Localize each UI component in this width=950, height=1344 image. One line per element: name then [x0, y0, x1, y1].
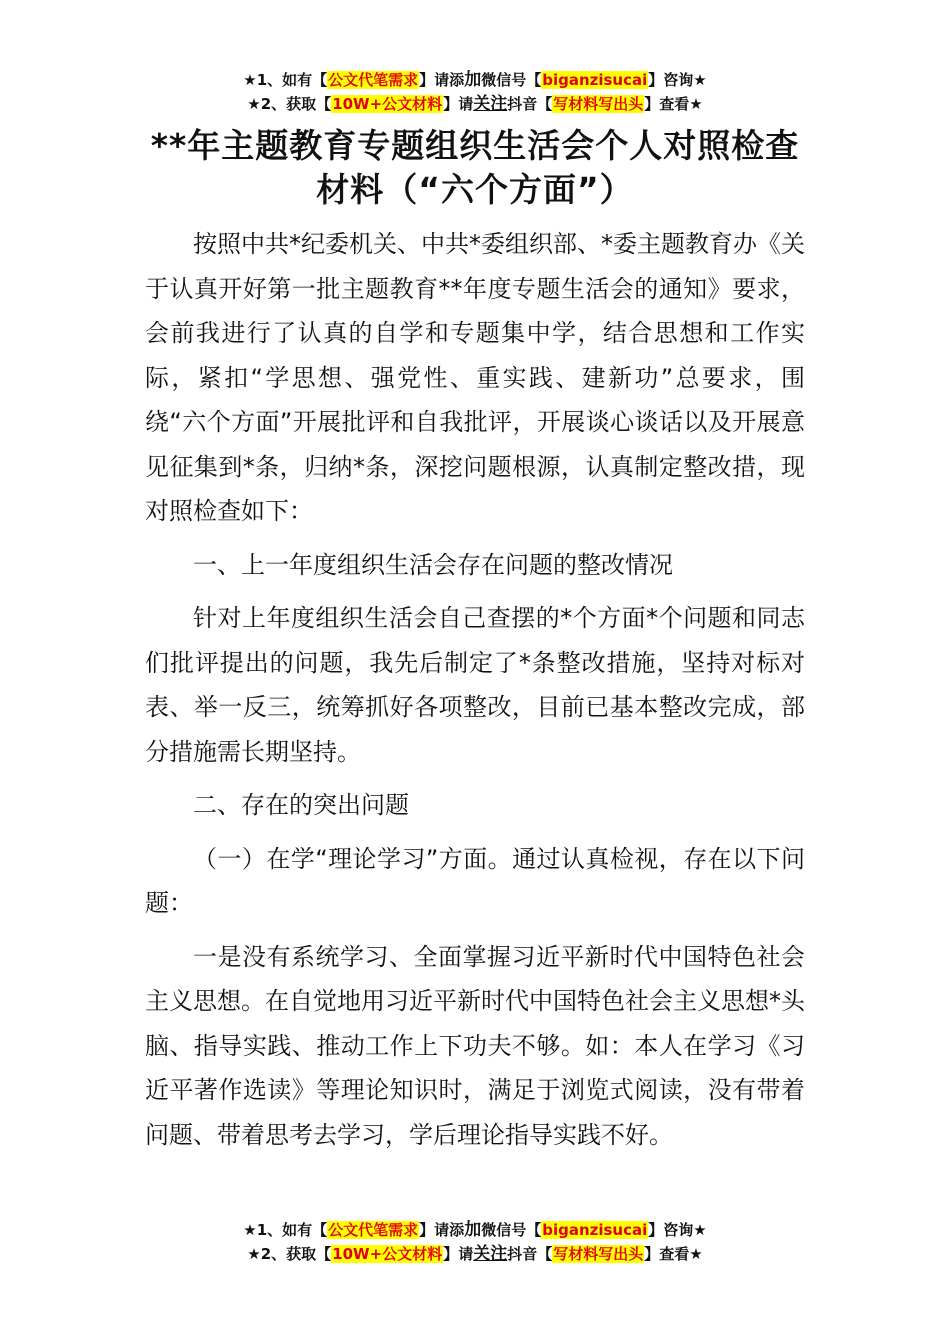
promo-highlight: 公文代笔需求 — [328, 71, 419, 89]
section-heading-1: 一、上一年度组织生活会存在问题的整改情况 — [193, 550, 673, 579]
promo-text: 】查看★ — [644, 95, 703, 113]
promo-text: 】咨询★ — [648, 71, 707, 89]
rectification-paragraph: 针对上年度组织生活会自己查摆的*个方面*个问题和同志们批评提出的问题，我先后制定了*条整改措施，坚持对标对表、举一反三，统筹抓好各项整改，目前已基本整改完成，部分措施需长期坚持。 — [145, 604, 805, 766]
promo-line-1 — [0, 68, 950, 92]
promo-text: 】查看★ — [644, 1245, 703, 1263]
title-line-2: 材料（“六个方面”） — [316, 170, 634, 209]
promo-wechat-id: biganzisucai — [542, 1221, 648, 1239]
promo-text: 】请 — [443, 95, 474, 113]
promo-emphasis: 关注 — [473, 94, 508, 114]
promo-emphasis: 加 — [464, 1220, 482, 1240]
promo-text: ★2、获取【 — [247, 95, 332, 113]
promo-emphasis: 加 — [464, 70, 482, 90]
promo-douyin-id: 写材料写出头 — [553, 95, 644, 113]
promo-text: 】请 — [443, 1245, 474, 1263]
promo-line-1 — [0, 1218, 950, 1242]
promo-text: 】请添 — [419, 1221, 465, 1239]
promo-text: ★1、如有【 — [243, 1221, 328, 1239]
promo-douyin-id: 写材料写出头 — [553, 1245, 644, 1263]
promo-line-2 — [0, 92, 950, 116]
promo-text: 微信号【 — [481, 71, 542, 89]
subsection-heading-1: （一）在学“理论学习”方面。通过认真检视，存在以下问题： — [145, 844, 805, 917]
promo-banner-bottom — [0, 1218, 950, 1266]
promo-text: 】请添 — [419, 71, 465, 89]
promo-line-2 — [0, 1242, 950, 1266]
promo-highlight: 10W+公文材料 — [332, 95, 443, 113]
promo-banner-top — [0, 68, 950, 116]
section-heading-2: 二、存在的突出问题 — [193, 791, 409, 819]
intro-paragraph: 按照中共*纪委机关、中共*委组织部、*委主题教育办《关于认真开好第一批主题教育**年度专题生活会的通知》要求，会前我进行了认真的自学和专题集中学，结合思想和工作实际，紧扣“学思想、强党性、重实践、建新功”总要求，围绕“六个方面”开展批评和自我批评，开展谈心谈话以及开展意见征集到*条，归纳*条，深挖问题根源，认真制定整改措，现对照检查如下： — [145, 230, 805, 525]
promo-text: ★2、获取【 — [247, 1245, 332, 1263]
promo-highlight: 10W+公文材料 — [332, 1245, 443, 1263]
promo-text: ★1、如有【 — [243, 71, 328, 89]
promo-emphasis: 关注 — [473, 1244, 508, 1264]
promo-highlight: 公文代笔需求 — [328, 1221, 419, 1239]
problem-paragraph-1: 一是没有系统学习、全面掌握习近平新时代中国特色社会主义思想。在自觉地用习近平新时代中国特色社会主义思想*头脑、指导实践、推动工作上下功夫不够。如：本人在学习《习近平著作选读》等理论知识时，满足于浏览式阅读，没有带着问题、带着思考去学习，学后理论指导实践不好。 — [145, 942, 805, 1149]
document-title — [145, 124, 805, 212]
promo-wechat-id: biganzisucai — [542, 71, 648, 89]
title-line-1: **年主题教育专题组织生活会个人对照检查 — [150, 126, 800, 165]
promo-text: 微信号【 — [481, 1221, 542, 1239]
promo-text: 抖音【 — [507, 1245, 553, 1263]
promo-text: 】咨询★ — [648, 1221, 707, 1239]
document-body — [145, 222, 805, 1166]
promo-text: 抖音【 — [507, 95, 553, 113]
